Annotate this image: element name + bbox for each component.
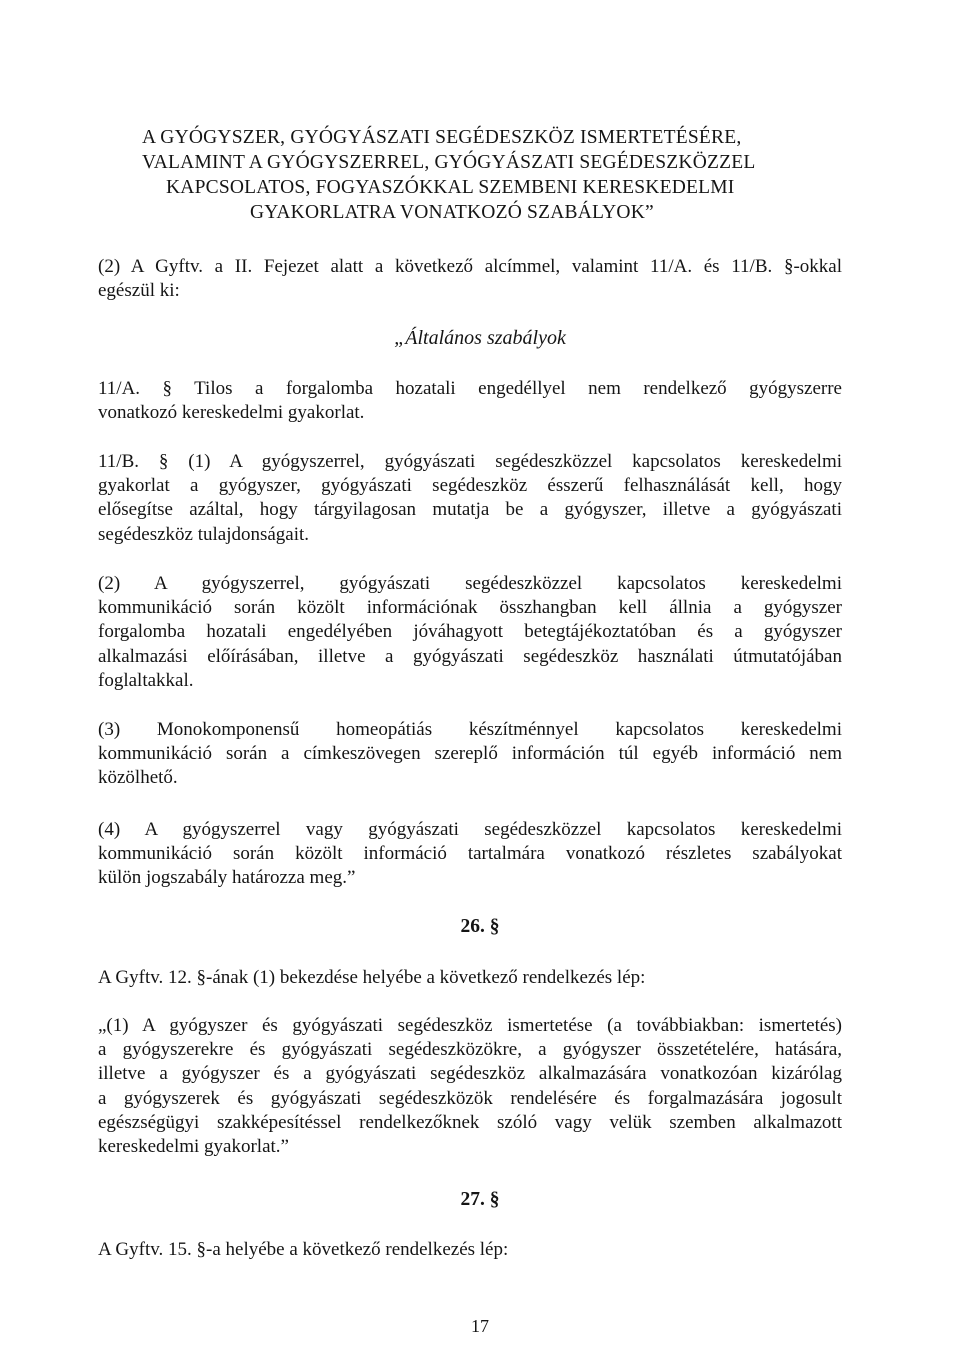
paragraph-line: forgalomba hozatali engedélyében jóváhagyott betegtájékoztatóban és a gyógyszer [98,621,842,643]
paragraph-line: segédeszköz tulajdonságait. [98,523,310,545]
section-number-26: 26. § [460,916,500,937]
paragraph-12-1 [98,1014,842,1159]
paragraph-line: gyakorlat a gyógyszer, gyógyászati segédeszköz ésszerű felhasználását kell, hogy [98,475,842,497]
page-number: 17 [471,1316,489,1336]
paragraph-line: (3) Monokomponensű homeopátiás készítménnyel kapcsolatos kereskedelmi [98,719,842,740]
paragraph-line: A Gyftv. 15. §-a helyébe a következő rendelkezés lép: [98,1239,509,1260]
heading-line: KAPCSOLATOS, FOGYASZÓKKAL SZEMBENI KERESKEDELMI [166,177,735,198]
paragraph-line: alkalmazási előírásában, illetve a gyógyászati segédeszköz használati útmutatójában [98,645,842,667]
paragraph-line: külön jogszabály határozza meg.” [98,867,356,889]
paragraph-line: egészül ki: [98,280,180,302]
document-heading [142,125,842,225]
paragraph-line: „(1) A gyógyszer és gyógyászati segédeszköz ismertetése (a továbbiakban: ismertetés) [98,1015,842,1036]
paragraph-line: kommunikáció során közölt információ tartalmára vonatkozó részletes szabályokat [98,843,842,865]
amendment-12-intro [98,966,842,990]
paragraph-11b-3 [98,718,842,791]
paragraph-line: 11/A. § Tilos a forgalomba hozatali engedéllyel nem rendelkező gyógyszerre [98,378,842,399]
paragraph-line: foglaltakkal. [98,669,194,691]
paragraph-11b-1 [98,450,842,547]
intro-paragraph [98,255,842,303]
paragraph-line: (2) A Gyftv. a II. Fejezet alatt a következő alcímmel, valamint 11/A. és 11/B. §-okkal [98,256,842,277]
heading-line: VALAMINT A GYÓGYSZERREL, GYÓGYÁSZATI SEGÉDESZKÖZZEL [142,152,756,173]
paragraph-11b-4 [98,818,842,891]
heading-line: GYAKORLATRA VONATKOZÓ SZABÁLYOK” [250,202,654,223]
section-number-27: 27. § [460,1189,500,1210]
paragraph-line: vonatkozó kereskedelmi gyakorlat. [98,402,365,424]
paragraph-line: közölhető. [98,767,178,789]
paragraph-line: illetve a gyógyszer és a gyógyászati segédeszköz alkalmazására vonatkozóan kizárólag [98,1063,842,1085]
paragraph-line: a gyógyszerek és gyógyászati segédeszközök rendelésére és forgalmazására jogosult [98,1087,842,1109]
paragraph-line: kommunikáció során a címkeszövegen szereplő információn túl egyéb információ nem [98,743,842,765]
paragraph-line: kereskedelmi gyakorlat.” [98,1136,289,1158]
paragraph-line: egészségügyi szakképesítéssel rendelkezőknek szóló vagy velük szemben alkalmazott [98,1111,842,1133]
section-subtitle: „Általános szabályok [394,327,566,349]
paragraph-line: kommunikáció során közölt információnak összhangban kell állnia a gyógyszer [98,597,842,619]
paragraph-line: elősegítse azáltal, hogy tárgyilagosan mutatja be a gyógyszer, illetve a gyógyászati [98,499,842,521]
paragraph-line: A Gyftv. 12. §-ának (1) bekezdése helyébe a következő rendelkezés lép: [98,967,646,988]
amendment-15-intro [98,1238,842,1262]
paragraph-line: (4) A gyógyszerrel vagy gyógyászati segédeszközzel kapcsolatos kereskedelmi [98,819,842,840]
heading-line: A GYÓGYSZER, GYÓGYÁSZATI SEGÉDESZKÖZ ISMERTETÉSÉRE, [142,127,742,148]
paragraph-line: a gyógyszerekre és gyógyászati segédeszközökre, a gyógyszer összetételére, hatására, [98,1039,842,1061]
paragraph-11b-2 [98,572,842,693]
paragraph-line: (2) A gyógyszerrel, gyógyászati segédeszközzel kapcsolatos kereskedelmi [98,573,842,594]
paragraph-line: 11/B. § (1) A gyógyszerrel, gyógyászati segédeszközzel kapcsolatos kereskedelmi [98,451,842,472]
paragraph-11a [98,377,842,425]
